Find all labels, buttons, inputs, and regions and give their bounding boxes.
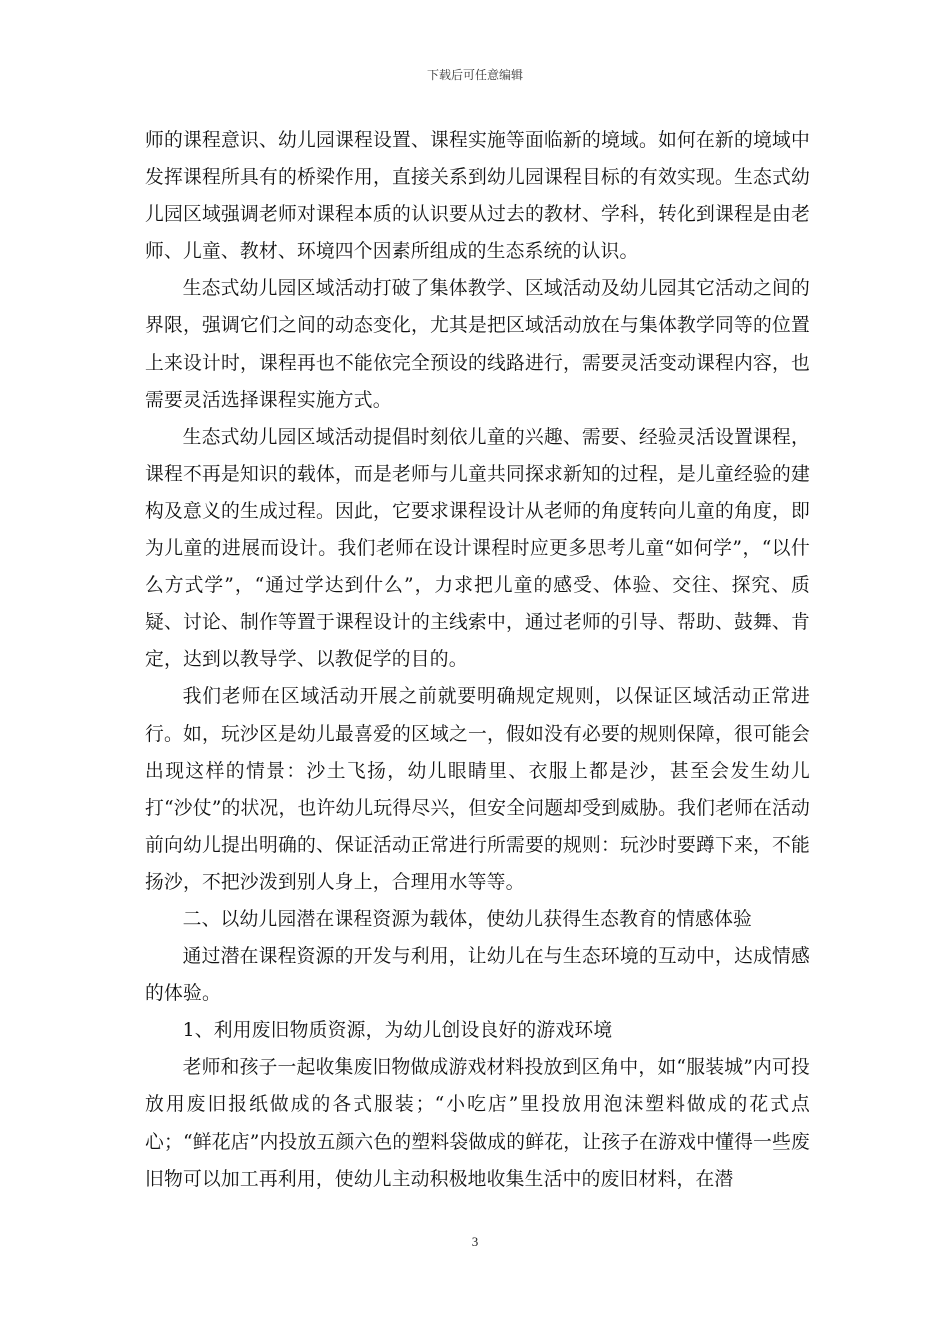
subsection-heading: 1、利用废旧物质资源，为幼儿创设良好的游戏环境 (182, 1020, 613, 1042)
page-header: 下载后可任意编辑 (426, 68, 523, 82)
body-text (145, 122, 810, 1198)
section-heading: 二、以幼儿园潜在课程资源为载体，使幼儿获得生态教育的情感体验 (182, 908, 753, 930)
paragraph: 生态式幼儿园区域活动打破了集体教学、区域活动及幼儿园其它活动之间的界限，强调它们之间的动态变化，尤其是把区域活动放在与集体教学同等的位置上来设计时，课程再也不能依完全预设的线路进行，需要灵活变动课程内容，也需要灵活选择课程实施方式。 (145, 278, 810, 411)
paragraph: 生态式幼儿园区域活动提倡时刻依儿童的兴趣、需要、经验灵活设置课程，课程不再是知识的载体，而是老师与儿童共同探求新知的过程，是儿童经验的建构及意义的生成过程。因此，它要求课程设计从老师的角度转向儿童的角度，即为儿童的进展而设计。我们老师在设计课程时应更多思考儿童“如何学”，“以什么方式学”，“通过学达到什么”，力求把儿童的感受、体验、交往、探究、质疑、讨论、制作等置于课程设计的主线索中，通过老师的引导、帮助、鼓舞、肯定，达到以教导学、以教促学的目的。 (145, 426, 810, 671)
paragraph: 通过潜在课程资源的开发与利用，让幼儿在与生态环境的互动中，达成情感的体验。 (145, 946, 810, 1005)
paragraph: 师的课程意识、幼儿园课程设置、课程实施等面临新的境域。如何在新的境域中发挥课程所具有的桥梁作用，直接关系到幼儿园课程目标的有效实现。生态式幼儿园区域强调老师对课程本质的认识要从过去的教材、学科，转化到课程是由老师、儿童、教材、环境四个因素所组成的生态系统的认识。 (145, 130, 810, 263)
paragraph: 我们老师在区域活动开展之前就要明确规定规则，以保证区域活动正常进行。如，玩沙区是幼儿最喜爱的区域之一，假如没有必要的规则保障，很可能会出现这样的情景：沙土飞扬，幼儿眼睛里、衣服上都是沙，甚至会发生幼儿打“沙仗”的状况，也许幼儿玩得尽兴，但安全问题却受到威胁。我们老师在活动前向幼儿提出明确的、保证活动正常进行所需要的规则：玩沙时要蹲下来，不能扬沙，不把沙泼到别人身上，合理用水等等。 (145, 686, 810, 893)
paragraph: 老师和孩子一起收集废旧物做成游戏材料投放到区角中，如“服装城”内可投放用废旧报纸做成的各式服装；“小吃店”里投放用泡沫塑料做成的花式点心；“鲜花店”内投放五颜六色的塑料袋做成的鲜花，让孩子在游戏中懂得一些废旧物可以加工再利用，使幼儿主动积极地收集生活中的废旧材料，在潜 (145, 1057, 810, 1190)
page-number: 3 (471, 1234, 479, 1249)
